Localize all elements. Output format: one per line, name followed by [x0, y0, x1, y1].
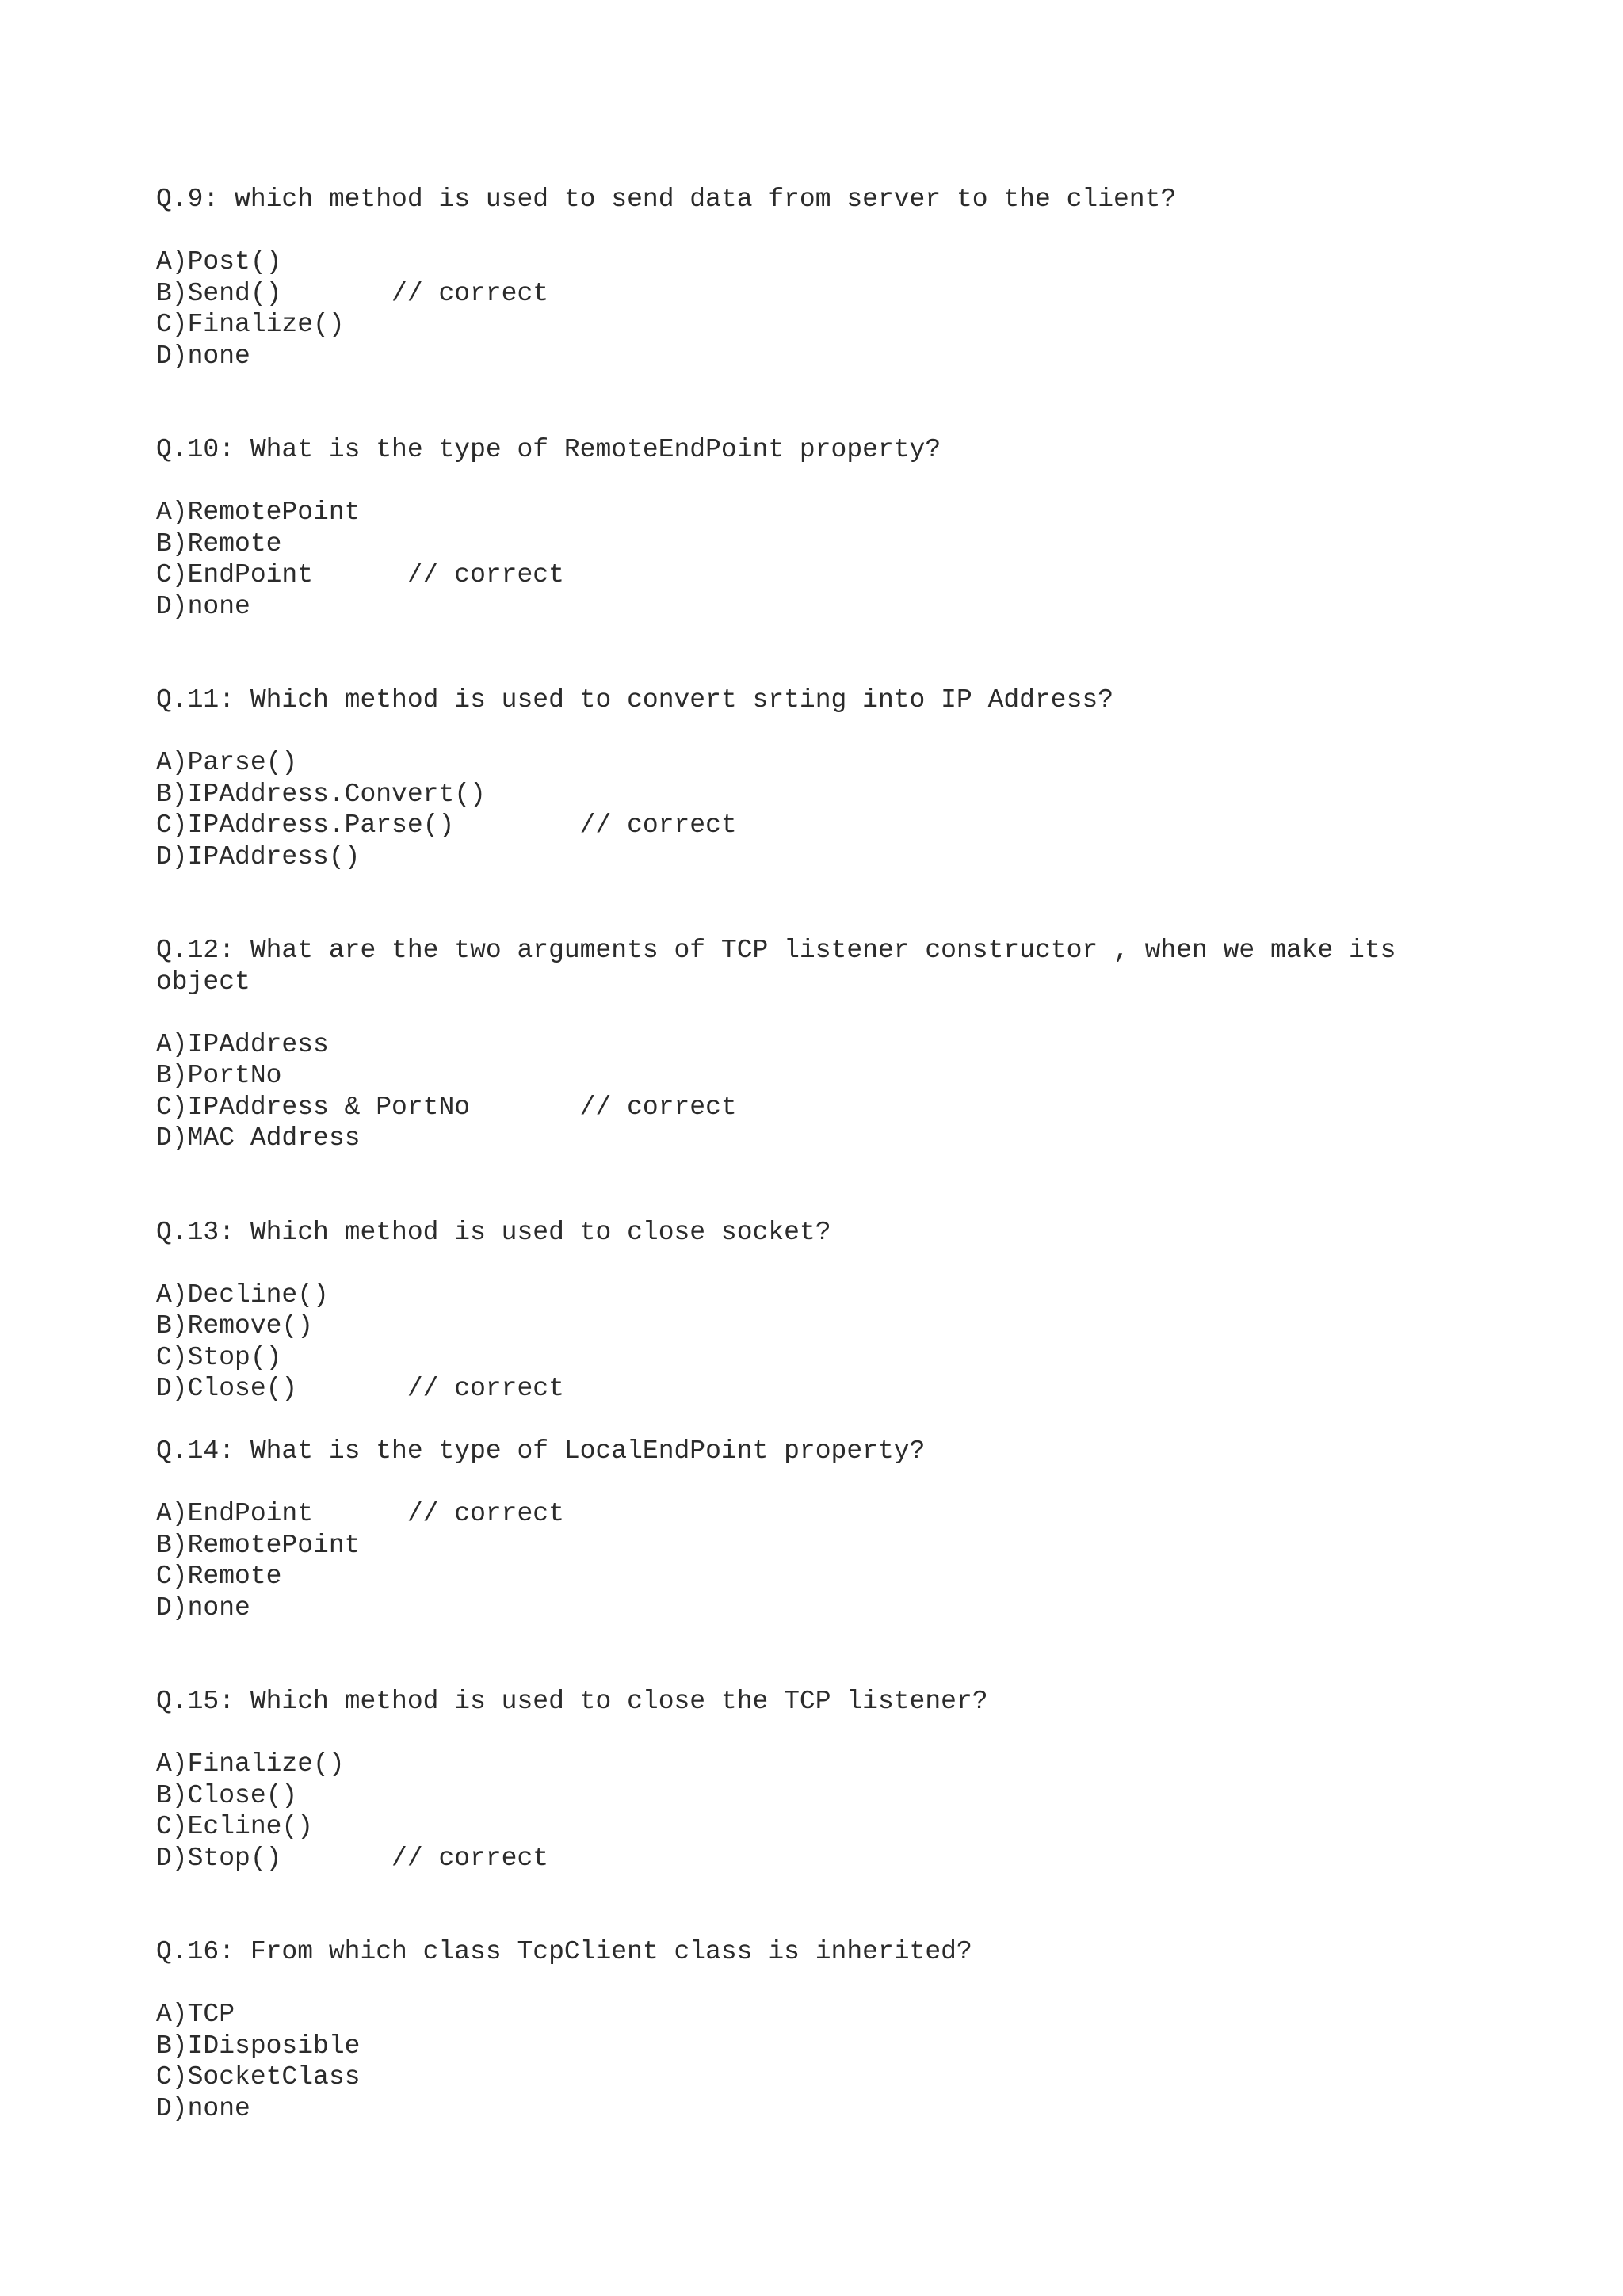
option-c: C)Stop(): [156, 1342, 282, 1372]
option-a: A)RemotePoint: [156, 498, 361, 527]
spacer: [156, 872, 1503, 935]
spacer: [156, 1623, 1503, 1686]
question-text: Q.10: What is the type of RemoteEndPoint property?: [156, 435, 941, 464]
question-text: Q.11: Which method is used to convert srting into IP Address?: [156, 685, 1113, 715]
option-c: C)SocketClass: [156, 2062, 361, 2092]
question-block-10: [156, 434, 1503, 622]
option-b: B)Remove(): [156, 1311, 314, 1341]
option-c: C)Finalize(): [156, 310, 345, 339]
question-text: Q.14: What is the type of LocalEndPoint property?: [156, 1436, 926, 1466]
spacer: [156, 1405, 1503, 1436]
option-c: C)IPAddress.Parse() // correct: [156, 810, 737, 840]
question-block-9: [156, 184, 1503, 372]
option-a: A)TCP: [156, 2000, 235, 2029]
option-b: B)IPAddress.Convert(): [156, 779, 486, 809]
question-block-14: [156, 1436, 1503, 1623]
option-b: B)RemotePoint: [156, 1530, 361, 1560]
question-block-13: [156, 1217, 1503, 1405]
question-text: Q.9: which method is used to send data from server to the client?: [156, 185, 1177, 214]
option-c: C)IPAddress & PortNo // correct: [156, 1092, 737, 1122]
option-b: B)Remote: [156, 528, 282, 559]
option-d: D)MAC Address: [156, 1123, 361, 1153]
option-c: C)Ecline(): [156, 1812, 314, 1841]
option-d: D)none: [156, 2093, 250, 2123]
option-a: A)Finalize(): [156, 1749, 345, 1779]
option-d: D)Close() // correct: [156, 1374, 564, 1403]
question-block-12: [156, 935, 1503, 1154]
option-a: A)Post(): [156, 247, 282, 277]
option-d: D)IPAddress(): [156, 841, 361, 871]
spacer: [156, 1154, 1503, 1217]
option-a: A)Decline(): [156, 1280, 329, 1310]
question-block-15: [156, 1686, 1503, 1874]
spacer: [156, 372, 1503, 434]
question-text: Q.15: Which method is used to close the TCP listener?: [156, 1687, 988, 1716]
document-page: [156, 184, 1503, 2124]
option-d: D)none: [156, 341, 250, 371]
spacer: [156, 622, 1503, 685]
option-d: D)Stop() // correct: [156, 1843, 549, 1873]
question-text: Q.12: What are the two arguments of TCP listener constructor , when we make its object: [156, 936, 1412, 997]
option-b: B)PortNo: [156, 1061, 282, 1090]
option-a: A)EndPoint // correct: [156, 1499, 564, 1528]
question-text: Q.13: Which method is used to close socket?: [156, 1217, 831, 1247]
spacer: [156, 1874, 1503, 1936]
option-a: A)Parse(): [156, 748, 298, 777]
option-c: C)EndPoint // correct: [156, 560, 564, 589]
option-b: B)Close(): [156, 1780, 298, 1810]
option-b: B)Send() // correct: [156, 278, 549, 308]
option-a: A)IPAddress: [156, 1029, 329, 1059]
option-d: D)none: [156, 1592, 250, 1623]
option-b: B)IDisposible: [156, 2031, 361, 2061]
option-d: D)none: [156, 591, 250, 621]
question-block-11: [156, 685, 1503, 872]
option-c: C)Remote: [156, 1562, 282, 1591]
question-text: Q.16: From which class TcpClient class is inherited?: [156, 1937, 972, 1966]
question-block-16: [156, 1936, 1503, 2124]
